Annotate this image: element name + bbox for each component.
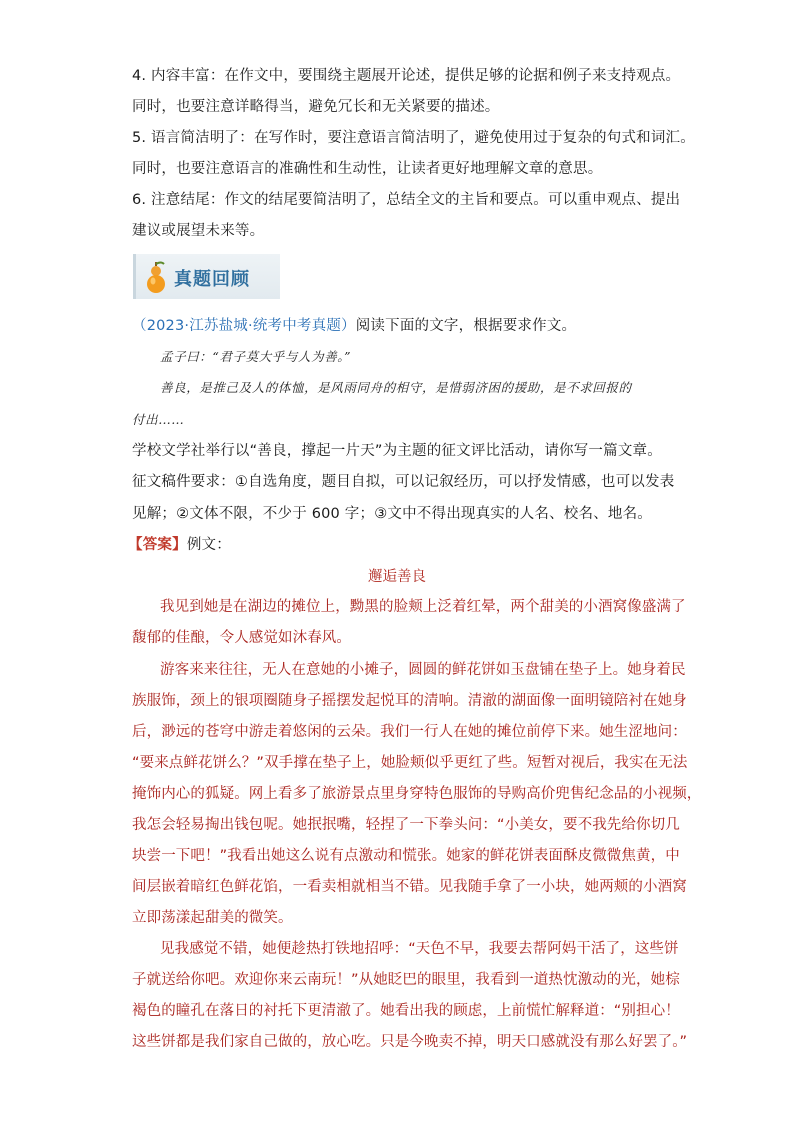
- point-5-line-2: 同时，也要注意语言的准确性和生动性，让读者更好地理解文章的意思。: [132, 161, 603, 177]
- gourd-icon: [142, 260, 170, 294]
- question-line: [132, 316, 576, 336]
- essay-line: 间层嵌着暗红色鲜花馅，一看卖相就相当不错。见我随手拿了一小块，她两颊的小酒窝: [132, 879, 687, 895]
- essay-line: 立即荡漾起甜美的微笑。: [132, 910, 293, 926]
- essay-line: 见我感觉不错，她便趁热打铁地招呼：“天色不早，我要去帮阿妈干活了，这些饼: [160, 941, 679, 957]
- quote-kindness-line-1: 善良，是推己及人的体恤，是风雨同舟的相守，是惜弱济困的援助，是不求回报的: [160, 380, 632, 395]
- point-6-line-2: 建议或展望未来等。: [132, 223, 265, 239]
- task-line: 学校文学社举行以“善良，撑起一片天”为主题的征文评比活动，请你写一篇文章。: [132, 443, 662, 459]
- essay-line: 馥郁的佳酿，令人感觉如沐春风。: [132, 630, 351, 646]
- question-instruction: 阅读下面的文字，根据要求作文。: [355, 318, 577, 334]
- section-banner: [133, 254, 280, 299]
- essay-line: 褐色的瞳孔在落日的衬托下更清澈了。她看出我的顾虑，上前慌忙解释道：“别担心！: [132, 1003, 680, 1019]
- point-5-line-1: 5. 语言简洁明了：在写作时，要注意语言简洁明了，避免使用过于复杂的句式和词汇。: [132, 130, 695, 146]
- essay-line: 掩饰内心的狐疑。网上看多了旅游景点里身穿特色服饰的导购高价兜售纪念品的小视频，: [132, 786, 702, 802]
- question-source: （2023·江苏盐城·统考中考真题）: [132, 318, 356, 334]
- banner-title: 真题回顾: [174, 269, 250, 290]
- essay-line: 我怎会轻易掏出钱包呢。她抿抿嘴，轻捏了一下拳头问：“小美女，要不我先给你切几: [132, 817, 680, 833]
- essay-line: 后，渺远的苍穹中游走着悠闲的云朵。我们一行人在她的摊位前停下来。她生涩地问：: [132, 724, 687, 740]
- answer-label-line: [128, 535, 231, 555]
- point-4-line-2: 同时，也要注意详略得当，避免冗长和无关紧要的描述。: [132, 99, 500, 115]
- essay-line: 游客来来往往，无人在意她的小摊子，圆圆的鲜花饼如玉盘铺在垫子上。她身着民: [160, 662, 686, 678]
- point-4-line-1: 4. 内容丰富：在作文中，要围绕主题展开论述，提供足够的论据和例子来支持观点。: [132, 68, 681, 84]
- essay-line: 这些饼都是我们家自己做的，放心吃。只是今晚卖不掉，明天口感就没有那么好罢了。”: [132, 1034, 688, 1050]
- quote-kindness-line-2: 付出……: [132, 412, 185, 427]
- answer-label: 例文：: [186, 537, 231, 553]
- essay-line: 块尝一下吧！”我看出她这么说有点激动和慌张。她家的鲜花饼表面酥皮微微焦黄，中: [132, 848, 680, 864]
- essay-line: 子就送给你吧。欢迎你来云南玩！”从她眨巴的眼里，我看到一道热忱激动的光，她棕: [132, 972, 680, 988]
- requirement-line-2: 见解；②文体不限，不少于 600 字；③文中不得出现真实的人名、校名、地名。: [132, 506, 652, 522]
- answer-tag: 【答案】: [128, 537, 187, 553]
- requirement-line-1: 征文稿件要求：①自选角度，题目自拟，可以记叙经历，可以抒发情感，也可以发表: [132, 474, 675, 490]
- quote-mencius: 孟子曰：“君子莫大乎与人为善。”: [160, 349, 352, 364]
- point-6-line-1: 6. 注意结尾：作文的结尾要简洁明了，总结全文的主旨和要点。可以重申观点、提出: [132, 192, 681, 208]
- essay-line: 我见到她是在湖边的摊位上，黝黑的脸颊上泛着红晕，两个甜美的小酒窝像盛满了: [160, 599, 686, 615]
- essay-line: “要来点鲜花饼么？”双手撑在垫子上，她脸颊似乎更红了些。短暂对视后，我实在无法: [132, 755, 688, 771]
- essay-title: 邂逅善良: [368, 569, 426, 585]
- essay-line: 族服饰，颈上的银项圈随身子摇摆发起悦耳的清响。清澈的湖面像一面明镜陪衬在她身: [132, 693, 687, 709]
